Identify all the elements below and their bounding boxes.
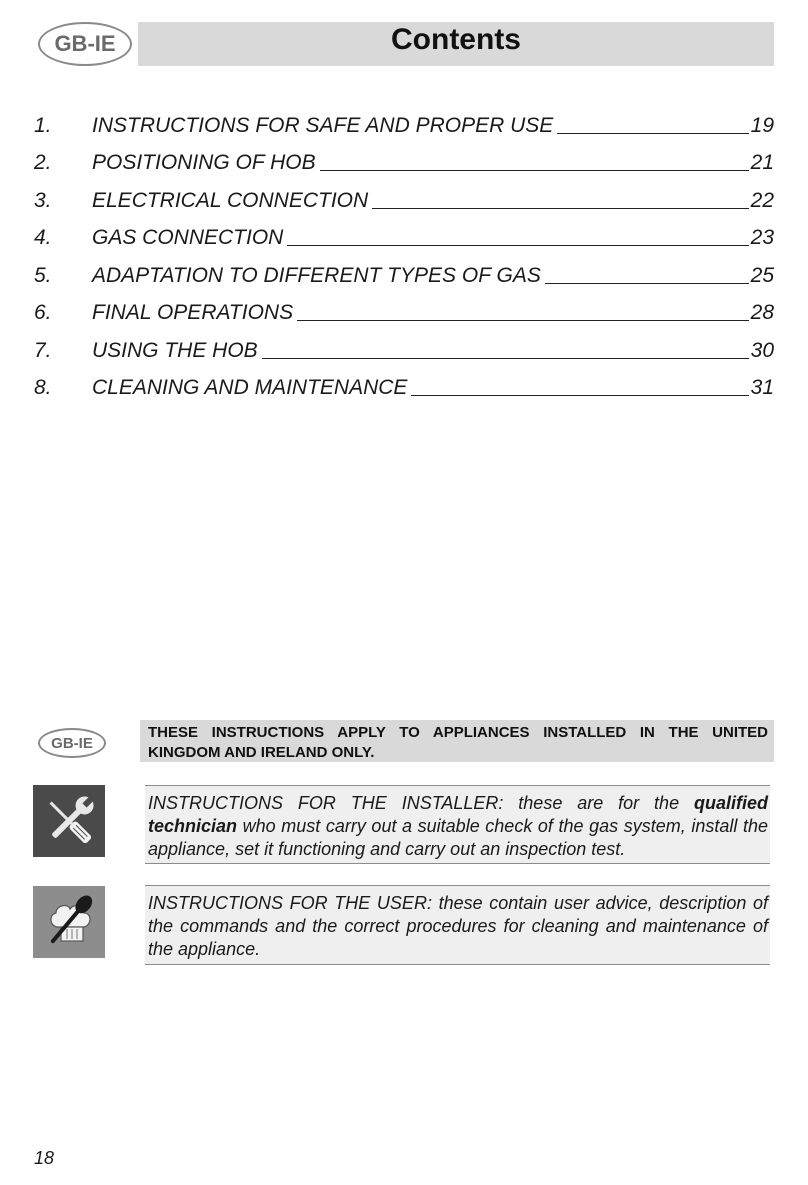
toc-number: 8. <box>34 376 52 399</box>
installer-instructions <box>145 785 770 864</box>
region-badge <box>38 22 132 66</box>
region-badge-label: GB-IE <box>54 31 116 56</box>
toc-page: 21 <box>750 151 774 174</box>
toc-leader <box>262 357 749 359</box>
toc-entry-5[interactable] <box>34 250 774 288</box>
toc-leader <box>297 319 749 321</box>
user-instructions-text: INSTRUCTIONS FOR THE USER: these contain user advice, description of the commands and the correct procedures for cleaning and maintenance of the appliance. <box>148 893 768 959</box>
toc-leader <box>372 207 748 209</box>
toc-number: 4. <box>34 226 52 249</box>
toc-page: 23 <box>750 226 774 249</box>
toc-number: 1. <box>34 113 52 137</box>
toc-entry-3[interactable] <box>34 175 774 213</box>
toc-page: 22 <box>750 188 774 212</box>
region-notice-text: THESE INSTRUCTIONS APPLY TO APPLIANCES INSTALLED IN THE UNITED KINGDOM AND IRELAND ONLY. <box>148 724 768 761</box>
toc-title: USING THE HOB <box>92 338 258 362</box>
region-badge-small <box>38 728 106 758</box>
toc-leader <box>320 169 749 171</box>
toc-page: 28 <box>750 301 774 324</box>
page-number: 18 <box>34 1148 55 1168</box>
toc-leader <box>557 132 748 134</box>
toc-title: CLEANING AND MAINTENANCE <box>92 376 408 399</box>
tools-icon <box>33 785 105 857</box>
toc-entry-1[interactable] <box>34 100 774 138</box>
toc-entry-7[interactable] <box>34 325 774 363</box>
toc-title: ELECTRICAL CONNECTION <box>92 188 369 212</box>
toc-page: 30 <box>750 338 774 362</box>
toc-leader <box>411 394 748 396</box>
toc-number: 6. <box>34 301 52 324</box>
toc-entry-6[interactable] <box>34 288 774 326</box>
user-instructions <box>145 885 770 965</box>
toc-number: 7. <box>34 338 52 362</box>
table-of-contents <box>34 100 774 400</box>
installer-text-bold: qualified technician <box>148 793 768 836</box>
toc-number: 2. <box>34 151 52 174</box>
spoon-chef-hat-icon <box>33 886 105 958</box>
page-title: Contents <box>391 23 521 56</box>
toc-leader <box>287 244 748 246</box>
toc-title: ADAPTATION TO DIFFERENT TYPES OF GAS <box>92 263 541 287</box>
region-badge-small-label: GB-IE <box>51 734 93 752</box>
installer-text-end: who must carry out a suitable check of the gas system, install the appliance, set it functioning and carry out an inspection test. <box>148 816 768 859</box>
toc-page: 19 <box>750 113 774 137</box>
toc-leader <box>545 282 749 284</box>
installer-text-start: INSTRUCTIONS FOR THE INSTALLER: these are for the <box>148 793 694 813</box>
toc-entry-8[interactable] <box>34 363 774 401</box>
toc-number: 3. <box>34 188 52 212</box>
toc-title: GAS CONNECTION <box>92 226 284 249</box>
toc-number: 5. <box>34 263 52 287</box>
toc-page: 31 <box>750 376 774 399</box>
toc-title: INSTRUCTIONS FOR SAFE AND PROPER USE <box>92 113 554 137</box>
toc-entry-2[interactable] <box>34 138 774 176</box>
toc-title: FINAL OPERATIONS <box>92 301 294 324</box>
title-bar <box>138 22 774 66</box>
region-notice <box>140 720 774 762</box>
toc-title: POSITIONING OF HOB <box>92 151 316 174</box>
toc-page: 25 <box>750 263 774 287</box>
toc-entry-4[interactable] <box>34 213 774 251</box>
